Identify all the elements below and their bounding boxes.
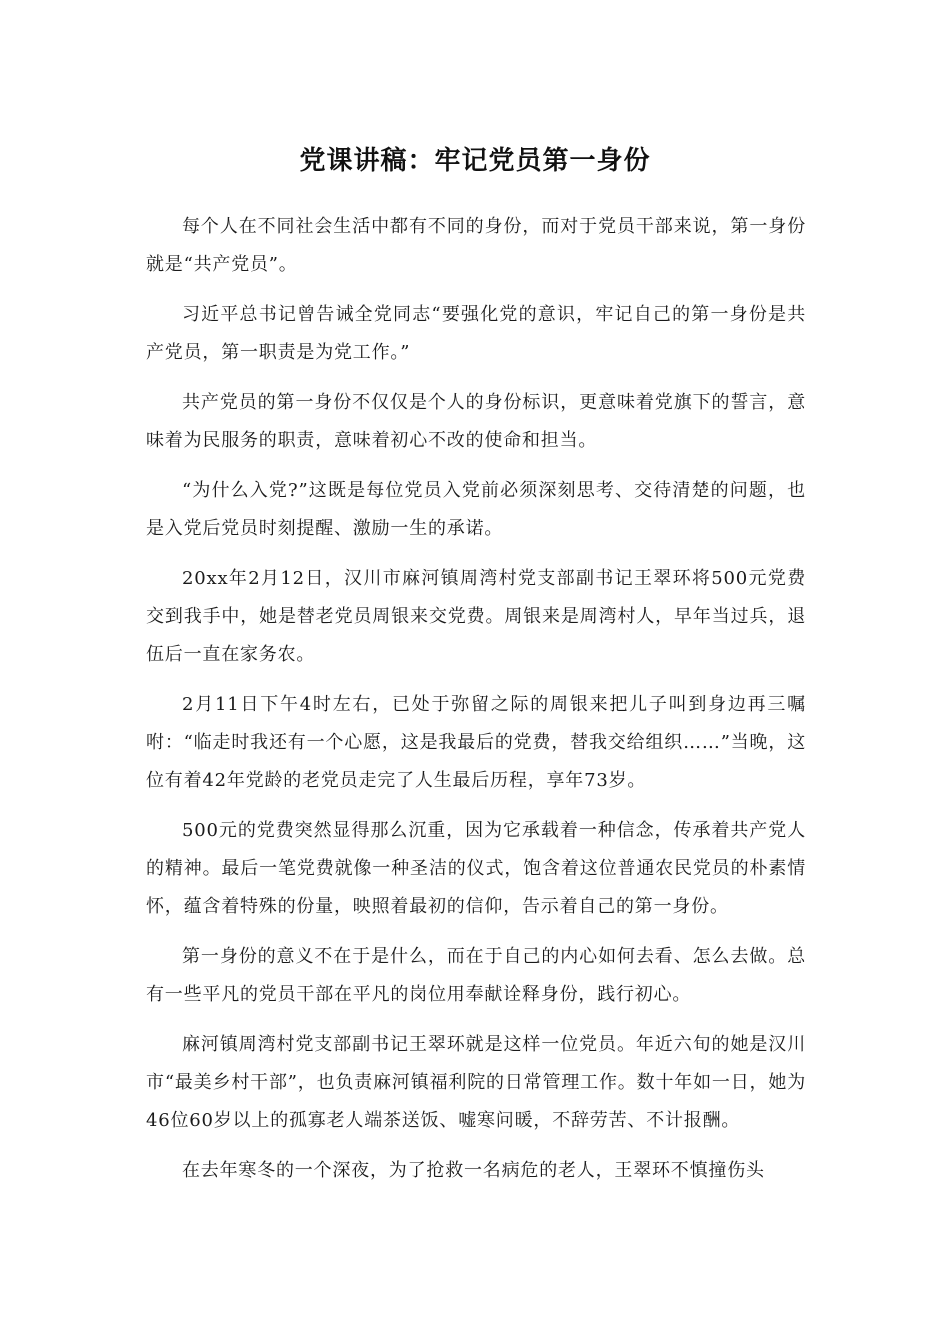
- paragraph-2: 习近平总书记曾告诫全党同志“要强化党的意识，牢记自己的第一身份是共产党员，第一职责是为党工作。”: [146, 304, 806, 363]
- paragraph-7: 500元的党费突然显得那么沉重，因为它承载着一种信念，传承着共产党人的精神。最后一笔党费就像一种圣洁的仪式，饱含着这位普通农民党员的朴素情怀，蕴含着特殊的份量，映照着最初的信仰，告示着自己的第一身份。: [146, 820, 806, 917]
- paragraph-5: 20xx年2月12日，汉川市麻河镇周湾村党支部副书记王翠环将500元党费交到我手中，她是替老党员周银来交党费。周银来是周湾村人，早年当过兵，退伍后一直在家务农。: [146, 568, 806, 665]
- document-body: [146, 208, 806, 1202]
- paragraph-4: “为什么入党?”这既是每位党员入党前必须深刻思考、交待清楚的问题，也是入党后党员时刻提醒、激励一生的承诺。: [146, 480, 806, 539]
- paragraph-9: 麻河镇周湾村党支部副书记王翠环就是这样一位党员。年近六旬的她是汉川市“最美乡村干部”，也负责麻河镇福利院的日常管理工作。数十年如一日，她为46位60岁以上的孤寡老人端茶送饭、嘘寒问暖，不辞劳苦、不计报酬。: [146, 1034, 806, 1131]
- document-title: 党课讲稿：牢记党员第一身份: [299, 146, 651, 176]
- paragraph-10: 在去年寒冬的一个深夜，为了抢救一名病危的老人，王翠环不慎撞伤头: [182, 1160, 765, 1181]
- paragraph-1: 每个人在不同社会生活中都有不同的身份，而对于党员干部来说，第一身份就是“共产党员”。: [146, 216, 806, 275]
- paragraph-6: 2月11日下午4时左右，已处于弥留之际的周银来把儿子叫到身边再三嘱咐：“临走时我还有一个心愿，这是我最后的党费，替我交给组织……”当晚，这位有着42年党龄的老党员走完了人生最后历程，享年73岁。: [146, 694, 806, 791]
- paragraph-8: 第一身份的意义不在于是什么，而在于自己的内心如何去看、怎么去做。总有一些平凡的党员干部在平凡的岗位用奉献诠释身份，践行初心。: [146, 946, 806, 1005]
- paragraph-3: 共产党员的第一身份不仅仅是个人的身份标识，更意味着党旗下的誓言，意味着为民服务的职责，意味着初心不改的使命和担当。: [146, 392, 806, 451]
